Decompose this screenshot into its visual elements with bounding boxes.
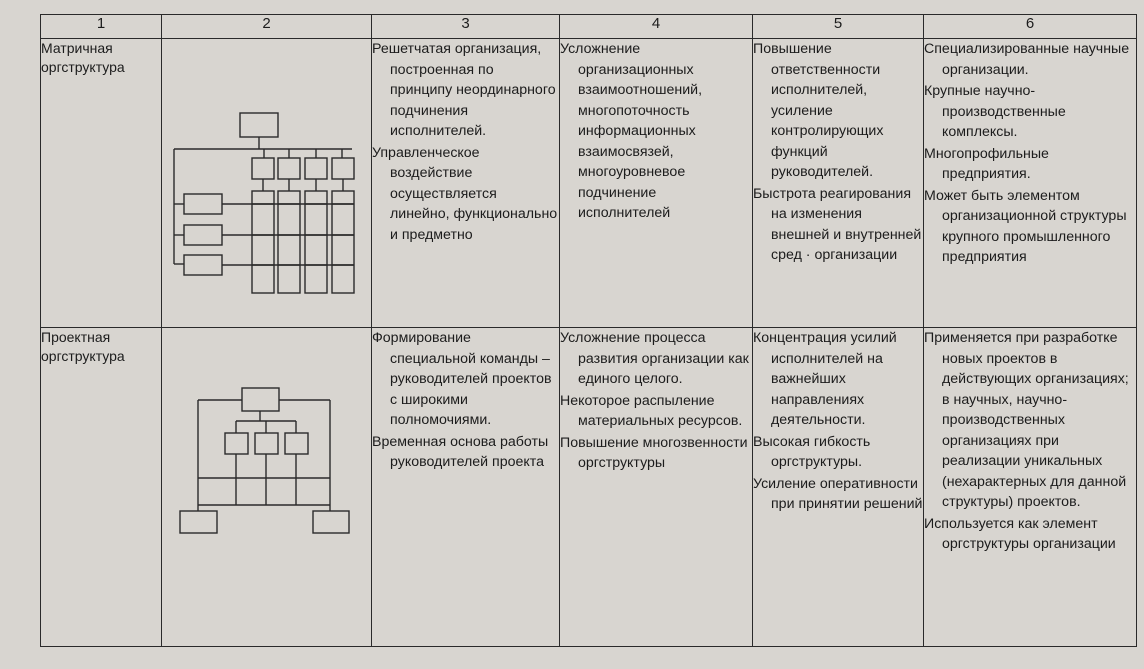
disadvantages-paragraph: Повышение многозвенности оргструктуры [560,434,748,471]
disadvantages-cell [560,39,753,328]
structure-name: Проектная оргструктура [41,328,162,647]
description-paragraph: Временная основа работы руководителей проекта [372,433,549,470]
header-row [41,15,1137,39]
header-cell-1: 1 [41,15,162,39]
application-paragraph: Крупные научно-производственные комплексы. [924,83,1066,140]
application-paragraph: Может быть элементом организационной структуры крупного промышленного предприятия [924,187,1127,265]
header-cell-6: 6 [924,15,1137,39]
advantages-cell [753,328,924,647]
project-orgchart-svg [162,328,370,646]
structure-name: Матричная оргструктура [41,39,162,328]
application-paragraph: Многопрофильные предприятия. [924,145,1049,182]
disadvantages-paragraph: Усложнение организационных взаимоотношений, многопоточность информационных взаимосвязей, многоуровневое подчинение исполнителей [560,41,703,221]
disadvantages-paragraph: Усложнение процесса развития организации как единого целого. [560,330,749,387]
matrix-orgchart-diagram [162,39,372,328]
table-row-project [41,328,1137,647]
description-cell [372,328,560,647]
description-paragraph: Управленческое воздействие осуществляется линейно, функционально и предметно [372,144,558,243]
disadvantages-cell [560,328,753,647]
advantages-cell [753,39,924,328]
advantages-paragraph: Усиление оперативности при принятии решений [753,475,923,512]
advantages-paragraph: Концентрация усилий исполнителей на важнейших направлениях деятельности. [753,330,897,428]
advantages-paragraph: Высокая гибкость оргструктуры. [753,433,871,470]
header-cell-5: 5 [753,15,924,39]
comparison-table [40,14,1137,647]
matrix-orgchart-svg [162,39,370,327]
advantages-paragraph: Повышение ответственности исполнителей, усиление контролирующих функций руководителей. [753,41,884,180]
application-paragraph: Специализированные научные организации. [924,41,1130,78]
application-paragraph: Используется как элемент оргструктуры организации [924,515,1116,552]
table-row-matrix [41,39,1137,328]
description-paragraph: Формирование специальной команды – руководителей проектов с широкими полномочиями. [372,330,552,428]
description-paragraph: Решетчатая организация, построенная по принципу неординарного подчинения исполнителей. [372,41,556,139]
application-paragraph: Применяется при разработке новых проектов в действующих организациях; в научных, научно-производственных организациях при реализации уникальных (нехарактерных для данной структуры) проектов. [924,330,1129,510]
header-cell-3: 3 [372,15,560,39]
header-cell-4: 4 [560,15,753,39]
description-cell [372,39,560,328]
project-orgchart-diagram [162,328,372,647]
application-cell [924,39,1137,328]
application-cell [924,328,1137,647]
disadvantages-paragraph: Некоторое распыление материальных ресурсов. [560,392,743,429]
header-cell-2: 2 [162,15,372,39]
advantages-paragraph: Быстрота реагирования на изменения внешней и внутренней сред · организации [753,185,922,263]
